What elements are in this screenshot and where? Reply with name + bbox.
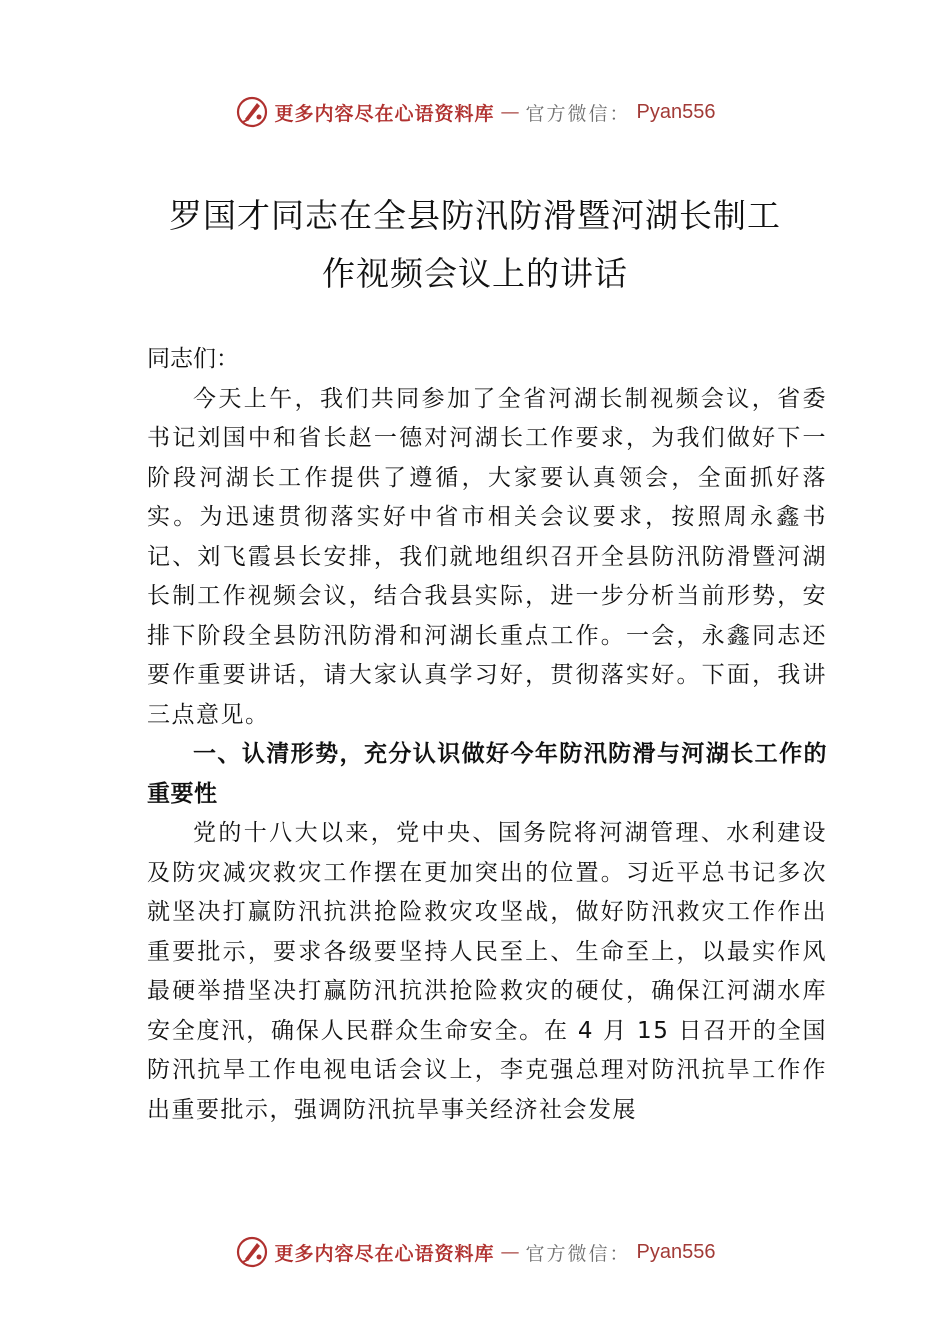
brand-logo-icon <box>235 95 269 129</box>
watermark-dash: — <box>500 1241 520 1263</box>
watermark-banner-bottom <box>0 1232 950 1272</box>
paragraph-intro: 今天上午，我们共同参加了全省河湖长制视频会议，省委书记刘国中和省长赵一德对河湖长工作要求，为我们做好下一阶段河湖长工作提供了遵循，大家要认真领会，全面抓好落实。为迅速贯彻落实好中省市相关会议要求，按照周永鑫书记、刘飞霞县长安排，我们就地组织召开全县防汛防滑暨河湖长制工作视频会议，结合我县实际，进一步分析当前形势，安排下阶段全县防汛防滑和河湖长重点工作。一会，永鑫同志还要作重要讲话，请大家认真学习好，贯彻落实好。下面，我讲三点意见。 <box>147 385 827 728</box>
section-heading-1: 一、认清形势，充分认识做好今年防汛防滑与河湖长工作的重要性 <box>147 741 827 807</box>
salutation: 同志们： <box>147 346 239 372</box>
watermark-brand-text: 更多内容尽在心语资料库 <box>274 102 495 125</box>
document-title-line2: 作视频会议上的讲话 <box>322 254 628 293</box>
brand-logo-icon <box>235 1235 269 1269</box>
watermark-wechat-id: Pyan556 <box>636 1240 716 1263</box>
watermark-brand-text: 更多内容尽在心语资料库 <box>274 1242 495 1265</box>
watermark-wechat-id: Pyan556 <box>636 100 716 123</box>
watermark-wechat-label: 官方微信： <box>525 102 631 125</box>
watermark-dash: — <box>500 101 520 123</box>
watermark-banner-top <box>0 92 950 132</box>
watermark-wechat-label: 官方微信： <box>525 1242 631 1265</box>
document-body <box>147 340 827 1130</box>
paragraph-section-1: 党的十八大以来，党中央、国务院将河湖管理、水利建设及防灾减灾救灾工作摆在更加突出的位置。习近平总书记多次就坚决打赢防汛抗洪抢险救灾攻坚战，做好防汛救灾工作作出重要批示，要求各级要坚持人民至上、生命至上，以最实作风最硬举措坚决打赢防汛抗洪抢险救灾的硬仗，确保江河湖水库安全度汛，确保人民群众生命安全。在 4 月 15 日召开的全国防汛抗旱工作电视电话会议上，李克强总理对防汛抗旱工作作出重要批示，强调防汛抗旱事关经济社会发展 <box>147 820 827 1123</box>
document-title-line1: 罗国才同志在全县防汛防滑暨河湖长制工 <box>169 196 781 235</box>
